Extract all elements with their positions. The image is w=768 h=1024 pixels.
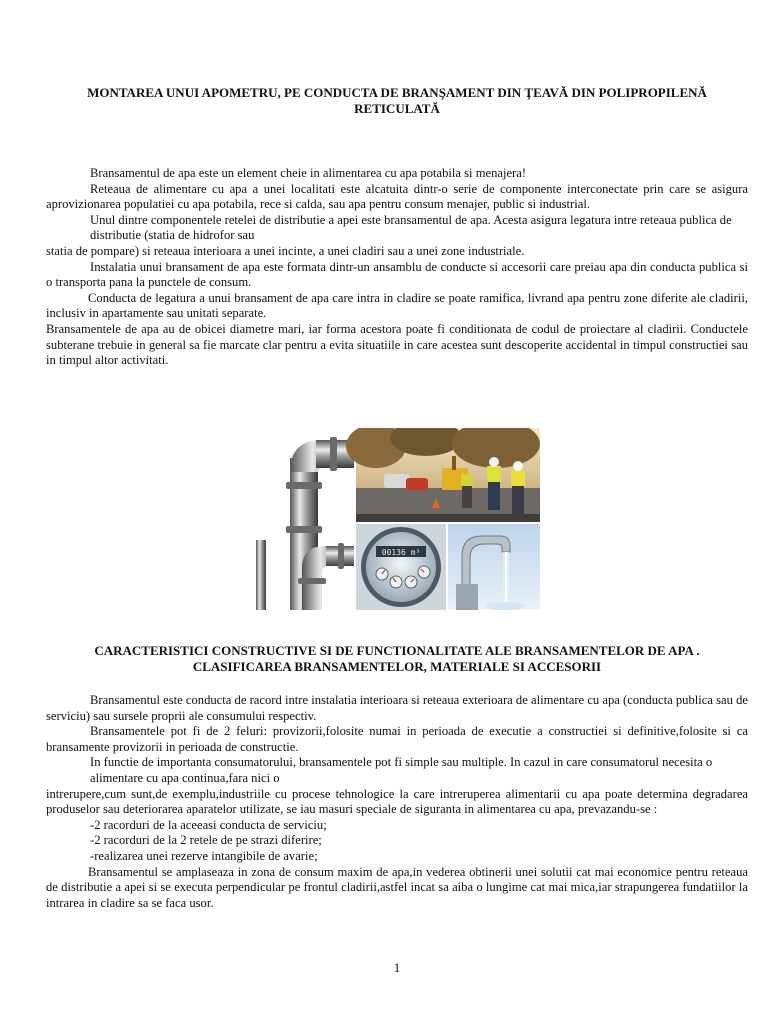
section-intro <box>46 166 748 369</box>
water-meter-image <box>356 524 446 610</box>
list-item: -realizarea unei rezerve intangibile de avarie; <box>90 848 318 863</box>
section-title: CARACTERISTICI CONSTRUCTIVE SI DE FUNCTIONALITATE ALE BRANSAMENTELOR DE APA . CLASIFICAREA BRANSAMENTELOR, MATERIALE SI ACCESORII <box>94 643 700 674</box>
street-works-image <box>346 428 540 522</box>
paragraph: Bransamentele pot fi de 2 feluri: provizorii,folosite numai in perioada de executie a constructiei si definitive,folosite si ca bransamente provizorii in perioada de constructie. <box>46 724 748 754</box>
paragraph: Bransamentul se amplaseaza in zona de consum maxim de apa,in vederea obtinerii unei solutii cat mai economice pentru reteaua de distributie a apei si se executa perpendicular pe frontul cladirii,astfel incat sa aiba o lungime cat mai mica,iar strapungerea fundatiilor la intrarea in cladire sa se faca usor. <box>46 864 748 910</box>
page-number: 1 <box>393 961 401 975</box>
illustration-collage <box>256 428 540 610</box>
paragraph: Bransamentul este conducta de racord intre instalatia interioara si reteaua exterioara de alimentare cu apa (conducta publica sau de serviciu) sau sursele proprii ale consumului respectiv. <box>46 693 748 723</box>
paragraph: Conducta de legatura a unui bransament de apa care intra in cladire se poate ramifica, livrand apa pentru zone diferite ale cladirii, inclusiv in apartamente sau unitati separate. <box>46 290 748 321</box>
paragraph: intrerupere,cum sunt,de exemplu,industriile cu procese tehnologice la care intreruperea alimentarii cu apa poate determina degradarea produselor sau deteriorarea aparatelor utilizate, se iau masuri speciale de siguranta in alimentarea cu apa, prevazandu-se : <box>46 786 748 817</box>
paragraph: Bransamentele de apa au de obicei diametre mari, iar forma acestora poate fi conditionata de codul de proiectare al cladirii. Conductele subterane trebuie in general sa fie marcate clar pentru a evita situatiile in care acestea sunt descoperite accidental in timpul constructiei sau in timpul altor activitati. <box>46 321 748 368</box>
paragraph: Reteaua de alimentare cu apa a unei localitati este alcatuita dintr-o serie de componente interconectate prin care se asigura aprovizionarea populatiei cu apa potabila, rece si calda, sau apa pentru consum menajer, public si industrial. <box>46 181 748 212</box>
document-title: MONTAREA UNUI APOMETRU, PE CONDUCTA DE BRANŞAMENT DIN ŢEAVĂ DIN POLIPROPILENĂ RETICULATĂ <box>87 85 707 116</box>
list-item: -2 racorduri de la 2 retele de pe strazi diferire; <box>90 833 322 848</box>
paragraph: Bransamentul de apa este un element cheie in alimentarea cu apa potabila si menajera! <box>90 166 527 180</box>
section-characteristics <box>46 693 748 911</box>
paragraph: In functie de importanta consumatorului, bransamentele pot fi simple sau multiple. In cazul in care consumatorul necesita o alimentare cu apa continua,fara nici o <box>90 755 713 785</box>
paragraph: statia de pompare) si reteaua interioara a unei incinte, a unei cladiri sau a unei zone industriale. <box>46 243 525 258</box>
paragraph: Instalatia unui bransament de apa este formata dintr-un ansamblu de conducte si accesorii care preiau apa din conducta publica si o transporta pana la punctele de consum. <box>46 259 748 290</box>
list-item: -2 racorduri de la aceeasi conducta de serviciu; <box>90 817 327 832</box>
paragraph: Unul dintre componentele retelei de distributie a apei este bransamentul de apa. Acesta asigura legatura intre reteaua publica de distributie (statia de hidrofor sau <box>90 212 732 243</box>
faucet-image <box>448 524 540 610</box>
pipes-image <box>256 428 354 610</box>
meter-reading: 00136 m³ <box>381 548 421 557</box>
